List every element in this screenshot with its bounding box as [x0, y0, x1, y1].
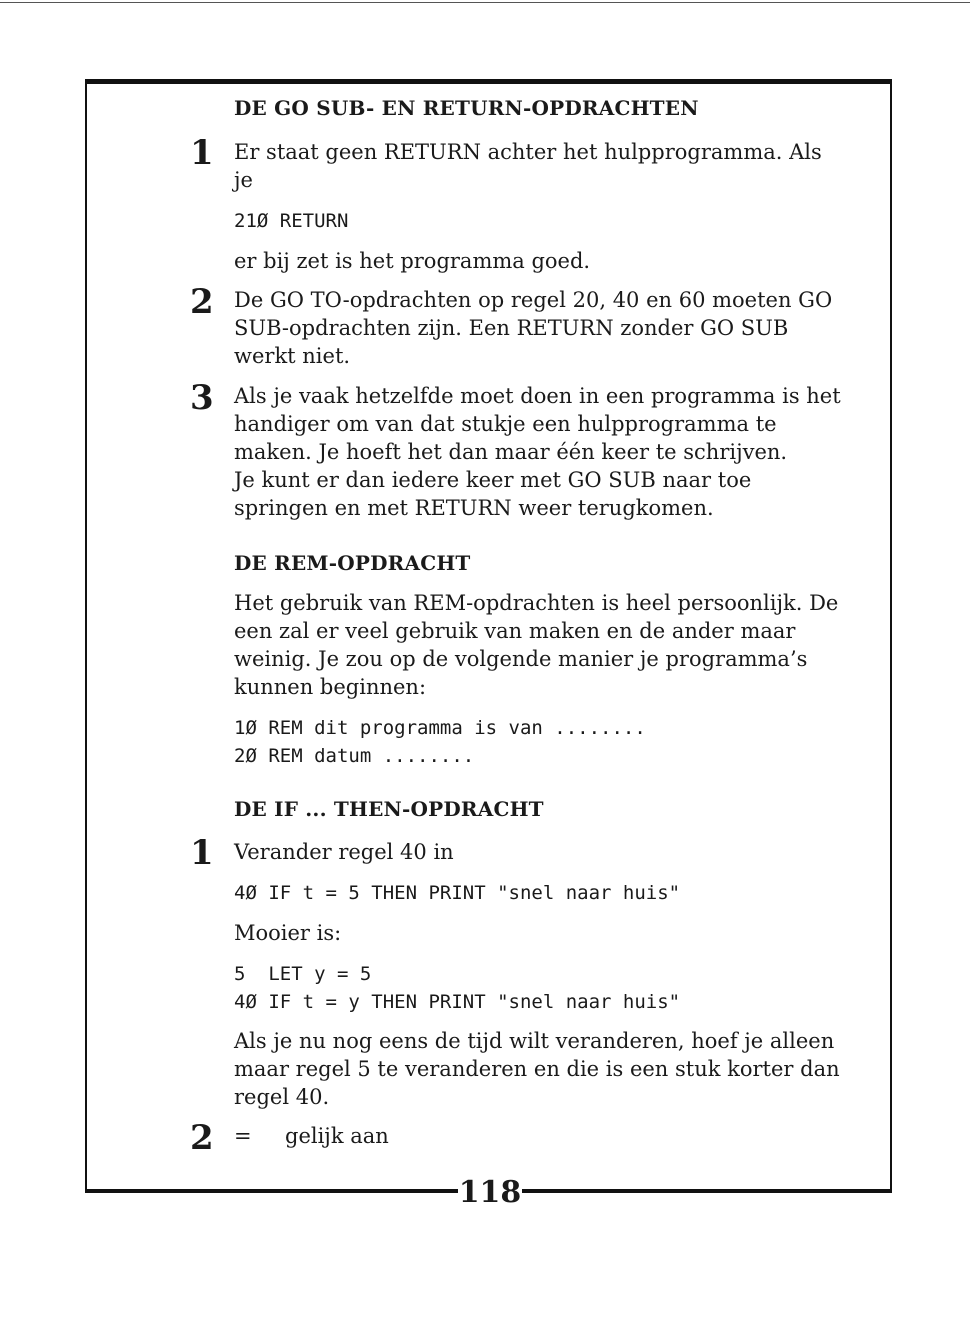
item-number: 2: [190, 1118, 214, 1158]
code-line: 1Ø REM dit programma is van ........: [234, 717, 646, 739]
code-line: 4Ø IF t = y THEN PRINT "snel naar huis": [234, 991, 681, 1013]
body-line: springen en met RETURN weer terugkomen.: [234, 496, 714, 520]
code-line: 21Ø RETURN: [234, 210, 349, 232]
body-line: weinig. Je zou op de volgende manier je programma’s: [234, 647, 808, 671]
body-line: Als je nu nog eens de tijd wilt veranderen, hoef je alleen: [234, 1029, 835, 1053]
body-line: SUB-opdrachten zijn. Een RETURN zonder GO SUB: [234, 316, 789, 340]
equals-symbol: =: [234, 1124, 252, 1148]
body-line: maar regel 5 te veranderen en die is een stuk korter dan: [234, 1057, 840, 1081]
body-line: een zal er veel gebruik van maken en de ander maar: [234, 619, 796, 643]
body-line: kunnen beginnen:: [234, 675, 427, 699]
body-line: Je kunt er dan iedere keer met GO SUB naar toe: [234, 468, 752, 492]
body-line: regel 40.: [234, 1085, 330, 1109]
section-heading-rem: DE REM-OPDRACHT: [234, 551, 471, 575]
item-number: 1: [190, 833, 214, 873]
body-line: handiger om van dat stukje een hulpprogramma te: [234, 412, 777, 436]
body-line: Er staat geen RETURN achter het hulpprogramma. Als: [234, 140, 822, 164]
body-line: Het gebruik van REM-opdrachten is heel persoonlijk. De: [234, 591, 839, 615]
section-heading-if-then: DE IF ... THEN-OPDRACHT: [234, 797, 544, 821]
item-number: 3: [190, 378, 214, 418]
section-heading-gosub: DE GO SUB- EN RETURN-OPDRACHTEN: [234, 96, 699, 120]
page-number: 118: [458, 1175, 522, 1210]
page-top-edge-line: [0, 2, 970, 3]
item-number: 1: [190, 133, 214, 173]
footer-rule-left: [85, 1189, 458, 1193]
body-line: De GO TO-opdrachten op regel 20, 40 en 60 moeten GO: [234, 288, 833, 312]
code-line: 4Ø IF t = 5 THEN PRINT "snel naar huis": [234, 882, 681, 904]
body-line: je: [234, 168, 253, 192]
item-number: 2: [190, 282, 214, 322]
body-line: Mooier is:: [234, 921, 342, 945]
body-line: Verander regel 40 in: [234, 840, 454, 864]
footer-rule-right: [522, 1189, 892, 1193]
code-line: 2Ø REM datum ........: [234, 745, 475, 767]
body-line: gelijk aan: [285, 1124, 389, 1148]
body-line: werkt niet.: [234, 344, 351, 368]
body-line: Als je vaak hetzelfde moet doen in een programma is het: [234, 384, 841, 408]
body-line: maken. Je hoeft het dan maar één keer te schrijven.: [234, 440, 788, 464]
code-line: 5 LET y = 5: [234, 963, 372, 985]
body-line: er bij zet is het programma goed.: [234, 249, 591, 273]
